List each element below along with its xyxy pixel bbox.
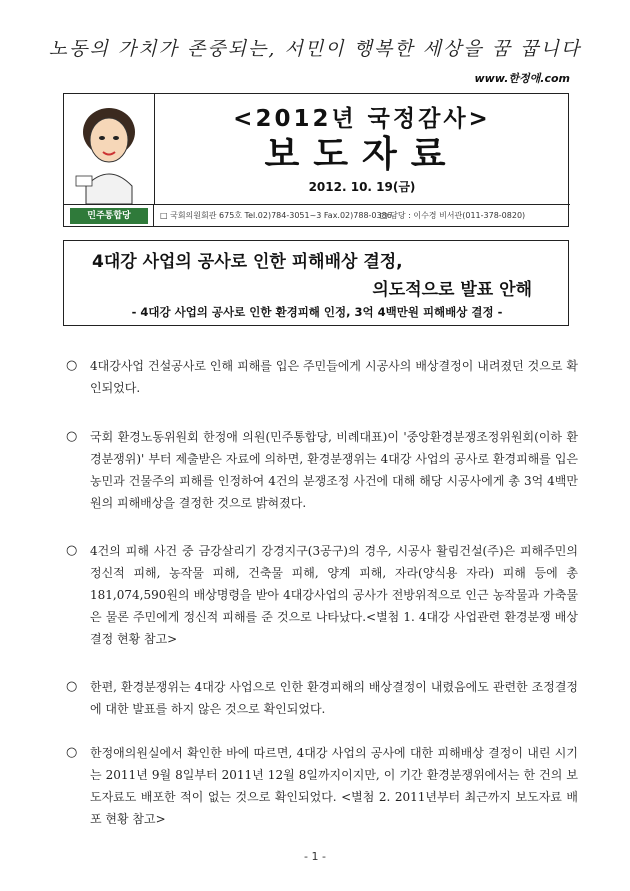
body-paragraph xyxy=(66,540,578,650)
headline-box xyxy=(63,240,569,326)
headline-subtitle: - 4대강 사업의 공사로 인한 환경피해 인정, 3억 4백만원 피해배상 결정 - xyxy=(131,305,503,319)
paragraph-text: 한정애의원실에서 확인한 바에 따르면, 4대강 사업의 공사에 대한 피해배상 결정이 내린 시기는 2011년 9월 8일부터 2011년 12월 8일까지이지만, 이 기간 환경분쟁위에서는 한 건의 보도자료도 배포한 적이 없는 것으로 확인되었다. <별첨 2. 2011년부터 최근까지 보도자료 배포 현황 참고> xyxy=(90,746,578,826)
website-link[interactable]: www.한정애.com xyxy=(474,72,570,85)
press-header-box xyxy=(63,93,569,227)
page-title: 보도자료 xyxy=(264,134,460,175)
bullet-icon: ○ xyxy=(66,429,78,444)
body-paragraph xyxy=(66,742,578,830)
portrait-caricature-icon xyxy=(64,94,154,204)
paragraph-text: 4건의 피해 사건 중 금강살리기 강경지구(3공구)의 경우, 시공사 활림건설(주)은 피해주민의 정신적 피해, 농작물 피해, 건축물 피해, 양계 피해, 자라(양식용 자라) 피해 등에 총 181,074,590원의 배상명령을 받아 4대강사업의 공사가 전방위적으로 인근 농작물과 가축물은 물론 주민에게 정신적 피해를 준 것으로 나타났다.<별첨 1. 4대강 사업관련 환경분쟁 배상결정 현황 참고> xyxy=(90,544,578,646)
office-address: □ 국회의원회관 675호 Tel.02)784-3051~3 Fax.02)788-0386 xyxy=(160,211,392,220)
body-paragraph xyxy=(66,426,578,514)
page-subtitle: <2012년 국정감사> xyxy=(233,106,491,132)
bullet-icon: ○ xyxy=(66,745,78,760)
paragraph-text: 한편, 환경분쟁위는 4대강 사업으로 인한 환경피해의 배상결정이 내렸음에도 관련한 조정결정에 대한 발표를 하지 않은 것으로 확인되었다. xyxy=(90,680,578,716)
release-date: 2012. 10. 19(금) xyxy=(308,180,416,194)
party-logo-cell xyxy=(64,204,154,227)
bullet-icon: ○ xyxy=(66,543,78,558)
headline-line-1: 4대강 사업의 공사로 인한 피해배상 결정, xyxy=(92,252,403,272)
paragraph-text: 4대강사업 건설공사로 인해 피해를 입은 주민들에게 시공사의 배상결정이 내려졌던 것으로 확인되었다. xyxy=(90,359,578,395)
portrait-cell xyxy=(64,94,155,204)
contact-person: □ 담당 : 이수경 비서관(011-378-0820) xyxy=(380,211,526,220)
headline-line-2: 의도적으로 발표 안해 xyxy=(372,280,532,300)
bullet-icon: ○ xyxy=(66,358,78,373)
paragraph-text: 국회 환경노동위원회 한정애 의원(민주통합당, 비례대표)이 '중앙환경분쟁조정위원회(이하 환경분쟁위)' 부터 제출받은 자료에 의하면, 환경분쟁위는 4대강 사업의 공사로 환경피해를 입은 농민과 건물주의 피해를 인정하여 4건의 분쟁조정 사건에 대해 해당 시공사에게 총 3억 4백만 원의 피해배상을 결정한 것으로 밝혀졌다. xyxy=(90,430,578,510)
slogan: 노동의 가치가 존중되는, 서민이 행복한 세상을 꿈 꿉니다 xyxy=(48,38,582,60)
body-paragraph xyxy=(66,355,578,399)
party-logo: 민주통합당 xyxy=(70,208,148,224)
contact-info-row xyxy=(154,204,570,227)
body-paragraph xyxy=(66,676,578,720)
bullet-icon: ○ xyxy=(66,679,78,694)
page-number: - 1 - xyxy=(304,850,326,863)
